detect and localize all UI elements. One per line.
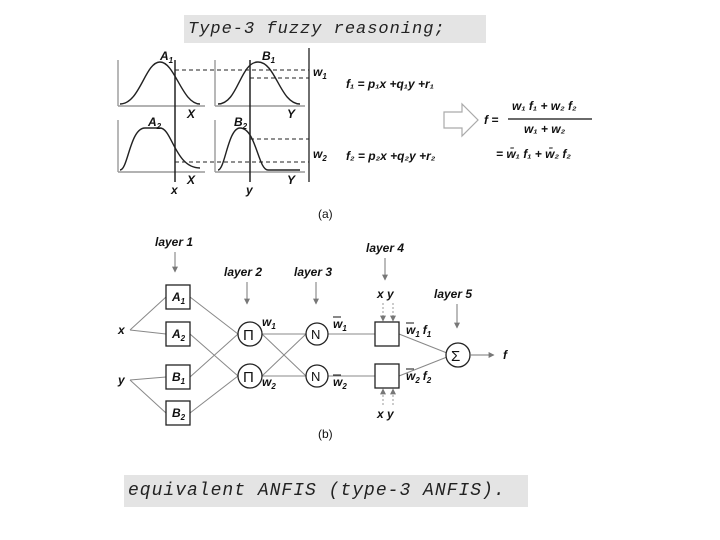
l3-n-symbol-2: N	[311, 369, 321, 384]
input-label-x: x	[171, 183, 178, 197]
mf-curve-a2	[120, 128, 200, 170]
input-y: y	[118, 373, 125, 387]
layer-4-label: layer 4	[366, 241, 405, 255]
layer-3-label: layer 3	[294, 265, 333, 279]
mf-curve-b2	[218, 128, 300, 170]
node-a1: $A_1$	[172, 290, 186, 306]
wbar2-label: $w_2$	[333, 375, 347, 391]
mf-label-b2: $B_2$	[234, 115, 248, 131]
layer-pointer-arrows	[175, 252, 457, 328]
rule-2-output: f₂ = p₂x +q₂y +r₂	[346, 149, 436, 163]
footer-banner: equivalent ANFIS (type-3 ANFIS).	[124, 475, 528, 507]
layer-2-label: layer 2	[224, 265, 263, 279]
caption-b: (b)	[318, 427, 333, 441]
l2-pi-symbol-1: Π	[243, 327, 254, 344]
l4-output-1: $w_1$ $f_1$	[406, 323, 432, 339]
l4-xy-arrows	[383, 303, 393, 405]
l4-output-2: $w_2$ $f_2$	[406, 369, 432, 385]
mf-curve-b1	[218, 62, 300, 104]
title-banner: Type-3 fuzzy reasoning;	[184, 15, 486, 43]
axis-label-x2: X	[187, 173, 196, 187]
mf-curve-a1	[120, 62, 200, 104]
layer-1-label: layer 1	[155, 235, 194, 249]
l4-node-2	[375, 364, 399, 388]
l4-xy-bottom: x y	[377, 407, 394, 421]
formula-numerator: w₁ f₁ + w₂ f₂	[512, 99, 577, 113]
l2-pi-symbol-2: Π	[243, 369, 254, 386]
axis-label-y2: Y	[287, 173, 296, 187]
w1-label: $w_1$	[262, 315, 276, 331]
l4-node-1	[375, 322, 399, 346]
w2-label: $w_2$	[262, 375, 276, 391]
caption-a: (a)	[318, 207, 333, 221]
input-label-y: y	[246, 183, 253, 197]
l4-xy-top: x y	[377, 287, 394, 301]
node-b1: $B_1$	[172, 370, 186, 386]
l5-sigma-symbol: Σ	[451, 348, 461, 365]
mf-label-a2: $A_2$	[148, 115, 162, 131]
input-x: x	[118, 323, 125, 337]
weight-label-w1: $w_1$	[313, 65, 327, 81]
output-f: f	[503, 348, 507, 362]
wbar1-label: $w_1$	[333, 317, 347, 333]
node-b2: $B_2$	[172, 406, 186, 422]
hollow-arrow	[444, 104, 478, 136]
mf-plots	[118, 48, 309, 182]
layer-1-nodes	[166, 285, 190, 425]
formula-denominator: w₁ + w₂	[524, 122, 566, 136]
formula-normalized: = w̄₁ f₁ + w̄₂ f₂	[496, 147, 571, 161]
axis-label-x1: X	[187, 107, 196, 121]
weight-label-w2: $w_2$	[313, 147, 327, 163]
output-f-label: f =	[484, 113, 499, 127]
network-connections	[130, 297, 447, 413]
mf-label-a1: $A_1$	[160, 49, 174, 65]
l3-n-symbol-1: N	[311, 327, 321, 342]
axis-label-y1: Y	[287, 107, 296, 121]
layer-5-label: layer 5	[434, 287, 473, 301]
mf-label-b1: $B_1$	[262, 49, 276, 65]
rule-1-output: f₁ = p₁x +q₁y +r₁	[346, 77, 434, 91]
node-a2: $A_2$	[172, 327, 186, 343]
